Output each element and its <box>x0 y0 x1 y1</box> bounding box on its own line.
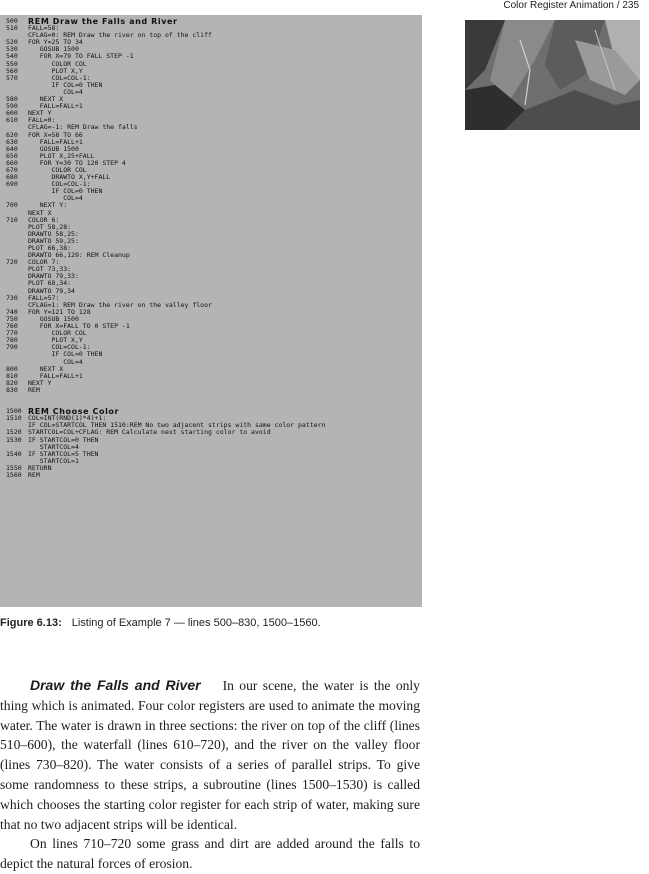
code-line-text: COL=INT(RND(1)*4)+1: <box>28 414 107 423</box>
code-line <box>6 110 422 117</box>
code-line-text: FOR Y=121 TO 128 <box>28 307 91 316</box>
code-line-text: DRAWTO X,Y+FALL <box>28 173 111 182</box>
code-line-number: 500 <box>6 17 18 25</box>
code-line-text: FALL=57: <box>28 293 60 302</box>
code-line-text: NEXT Y <box>28 378 52 387</box>
code-line-text: FALL=0: <box>28 116 56 125</box>
code-line-text: DRAWTO 59,25: <box>28 236 79 245</box>
code-line <box>6 387 422 394</box>
code-line-number: 690 <box>6 180 18 189</box>
code-line-number <box>6 188 28 195</box>
code-line-number: 620 <box>6 130 18 139</box>
code-line <box>6 373 422 380</box>
code-line-text: IF COL=0 THEN <box>28 80 103 89</box>
code-line-number <box>6 231 28 238</box>
code-line-text: DRAWTO 66,129: REM Cleanup <box>28 251 130 260</box>
code-line-text: FOR Y=30 TO 120 STEP 4 <box>28 158 126 167</box>
code-line-number <box>6 280 28 287</box>
figure-caption <box>0 617 440 629</box>
code-line-text: GOSUB 1500 <box>28 45 79 54</box>
code-line-text: STARTCOL=COL+CFLAG: REM Calculate next starting color to avoid <box>28 428 271 437</box>
code-line-text: COL=4 <box>28 357 83 366</box>
code-line-text: NEXT X <box>28 95 64 104</box>
code-line <box>6 18 422 25</box>
code-line <box>6 252 422 259</box>
code-line-number: 530 <box>6 45 18 54</box>
code-line-number: 710 <box>6 215 18 224</box>
body-paragraph-1 <box>0 676 420 834</box>
code-line-text: COLOR 6: <box>28 215 60 224</box>
code-line-text: DRAWTO 58,25: <box>28 229 79 238</box>
code-line-number: 800 <box>6 364 18 373</box>
code-line-number <box>6 82 28 89</box>
code-line-number: 820 <box>6 378 18 387</box>
code-line-text: CFLAG=-1: REM Draw the falls <box>28 123 138 132</box>
code-line-text: PLOT 66,38: <box>28 244 72 252</box>
code-line <box>6 458 422 465</box>
code-line-number <box>6 266 28 273</box>
code-line-text: COL=COL-1: <box>28 73 91 82</box>
code-line-number: 540 <box>6 52 18 61</box>
body-paragraph-2: On lines 710–720 some grass and dirt are added around the falls to depict the natural forces of erosion. <box>0 836 420 872</box>
code-line-text: FOR X=FALL TO 0 STEP -1 <box>28 322 130 331</box>
code-line-text: COLOR COL <box>28 59 87 68</box>
code-line-number: 1550 <box>6 463 22 472</box>
code-line-number: 1540 <box>6 449 22 458</box>
body-text <box>0 676 420 874</box>
code-line-text: FOR X=79 TO FALL STEP -1 <box>28 52 134 61</box>
code-line-number: 740 <box>6 307 18 316</box>
code-line-text: COL=4 <box>28 194 83 203</box>
code-line-text: PLOT 58,28: <box>28 222 72 231</box>
running-header: Color Register Animation / 235 <box>503 0 639 11</box>
code-line-text: REM Choose Color <box>28 407 120 417</box>
code-line <box>6 359 422 366</box>
code-line-number <box>6 273 28 280</box>
code-line <box>6 465 422 472</box>
code-line-number: 640 <box>6 144 18 153</box>
code-line-text: NEXT Y: <box>28 201 68 210</box>
code-line-number: 1510 <box>6 414 22 423</box>
code-line-text: IF COL=0 THEN <box>28 187 103 196</box>
code-line-text: PLOT 68,34: <box>28 279 72 288</box>
figure-label: Figure 6.13: <box>0 617 62 629</box>
code-line-text: CFLAG=0: REM Draw the river on top of the cliff <box>28 31 212 40</box>
code-line-text: NEXT X <box>28 364 64 373</box>
figure-caption-text: Listing of Example 7 — lines 500–830, 1500–1560. <box>71 617 321 629</box>
code-line-text: COL=4 <box>28 87 83 96</box>
code-line-number: 730 <box>6 293 18 302</box>
code-line-text: FALL=58: <box>28 24 60 33</box>
code-line <box>6 195 422 202</box>
code-line-text: COLOR 7: <box>28 258 60 267</box>
code-line <box>6 202 422 209</box>
code-line-number: 590 <box>6 102 18 111</box>
code-line-text: FOR Y=25 TO 34 <box>28 38 83 47</box>
code-line-number: 1520 <box>6 428 22 437</box>
code-line-number: 750 <box>6 314 18 323</box>
code-line-text: REM <box>28 471 40 479</box>
code-line <box>6 288 422 295</box>
code-line-number: 610 <box>6 116 18 125</box>
code-line-text: IF STARTCOL=0 THEN <box>28 435 99 444</box>
code-line-text: FALL=FALL+1 <box>28 102 83 111</box>
code-line-text: GOSUB 1500 <box>28 314 79 323</box>
code-line-text: IF COL=0 THEN <box>28 350 103 359</box>
mountain-photo <box>465 20 640 130</box>
code-line-text: PLOT X,Y <box>28 66 83 75</box>
code-line-text: COLOR COL <box>28 329 87 338</box>
code-line-number: 580 <box>6 95 18 104</box>
code-line-text: FOR X=58 TO 66 <box>28 130 83 139</box>
code-line-text: NEXT Y <box>28 109 52 118</box>
code-line <box>6 472 422 479</box>
code-gap <box>6 394 422 401</box>
paragraph-1-text: In our scene, the water is the only thing which is animated. Four color registers are used to animate the moving water. The water is drawn in three sections: the river on top of the cliff (lines 510–600), the waterfall (lines 610–720), and the river on the valley floor (lines 730–820). The water consists of a series of parallel strips. To give some randomness to these strips, a subroutine (lines 1500–1530) is called which chooses the starting color register for each strip of water, making sure that no two adjacent strips will be identical. <box>0 678 420 832</box>
code-line-number: 1500 <box>6 407 22 416</box>
code-line-number: 650 <box>6 151 18 160</box>
code-line-text: FALL=FALL+1 <box>28 371 83 380</box>
code-line-text: STARTCOL=4 <box>28 442 79 451</box>
code-line-number: 720 <box>6 258 18 267</box>
code-line-text: COLOR COL <box>28 165 87 174</box>
code-line-number: 770 <box>6 329 18 338</box>
code-line-text: COL=COL-1: <box>28 343 91 352</box>
code-line-number: 560 <box>6 66 18 75</box>
code-line-number: 630 <box>6 137 18 146</box>
code-line-number: 680 <box>6 173 18 182</box>
code-line <box>6 103 422 110</box>
code-line-text: CFLAG=1: REM Draw the river on the valley floor <box>28 300 212 309</box>
code-line-number <box>6 224 28 231</box>
code-line-number: 810 <box>6 371 18 380</box>
code-line-text: IF STARTCOL=5 THEN <box>28 449 99 458</box>
code-line-number: 760 <box>6 322 18 331</box>
code-line-text: GOSUB 1500 <box>28 144 79 153</box>
code-line-text: PLOT 73,33: <box>28 265 72 274</box>
code-line-number <box>6 245 28 252</box>
code-line-number: 550 <box>6 59 18 68</box>
code-line-text: DRAWTO 79,33: <box>28 272 79 281</box>
code-line-text: PLOT X,25+FALL <box>28 151 95 160</box>
code-line-text: REM Draw the Falls and River <box>28 17 178 26</box>
code-line-number: 660 <box>6 158 18 167</box>
code-line-number <box>6 238 28 245</box>
code-line-text: DRAWTO 79,34 <box>28 286 75 295</box>
code-line-number <box>6 351 28 358</box>
code-line-number: 600 <box>6 109 18 118</box>
code-line-text: STARTCOL=1 <box>28 456 79 465</box>
code-line <box>6 380 422 387</box>
code-line-number: 1560 <box>6 471 22 479</box>
code-line-number: 670 <box>6 165 18 174</box>
code-line-text: RETURN <box>28 463 52 472</box>
code-line-text: NEXT X <box>28 208 52 217</box>
code-line-number: 790 <box>6 343 18 352</box>
code-line-number: 780 <box>6 336 18 345</box>
code-line-text: IF COL=STARTCOL THEN 1510:REM No two adjacent strips with same color pattern <box>28 421 326 430</box>
code-line <box>6 89 422 96</box>
code-line-number: 830 <box>6 385 18 394</box>
code-line-number: 1530 <box>6 435 22 444</box>
code-line-number: 510 <box>6 24 18 33</box>
code-line-text: REM <box>28 385 40 394</box>
section-title: Draw the Falls and River <box>30 677 201 693</box>
code-line-number: 520 <box>6 38 18 47</box>
code-line <box>6 210 422 217</box>
code-line-text: COL=COL-1: <box>28 180 91 189</box>
code-line-text: FALL=FALL+1 <box>28 137 83 146</box>
code-line-number: 570 <box>6 73 18 82</box>
code-line-text: PLOT X,Y <box>28 336 83 345</box>
code-listing <box>0 15 422 607</box>
code-line-number: 700 <box>6 201 18 210</box>
